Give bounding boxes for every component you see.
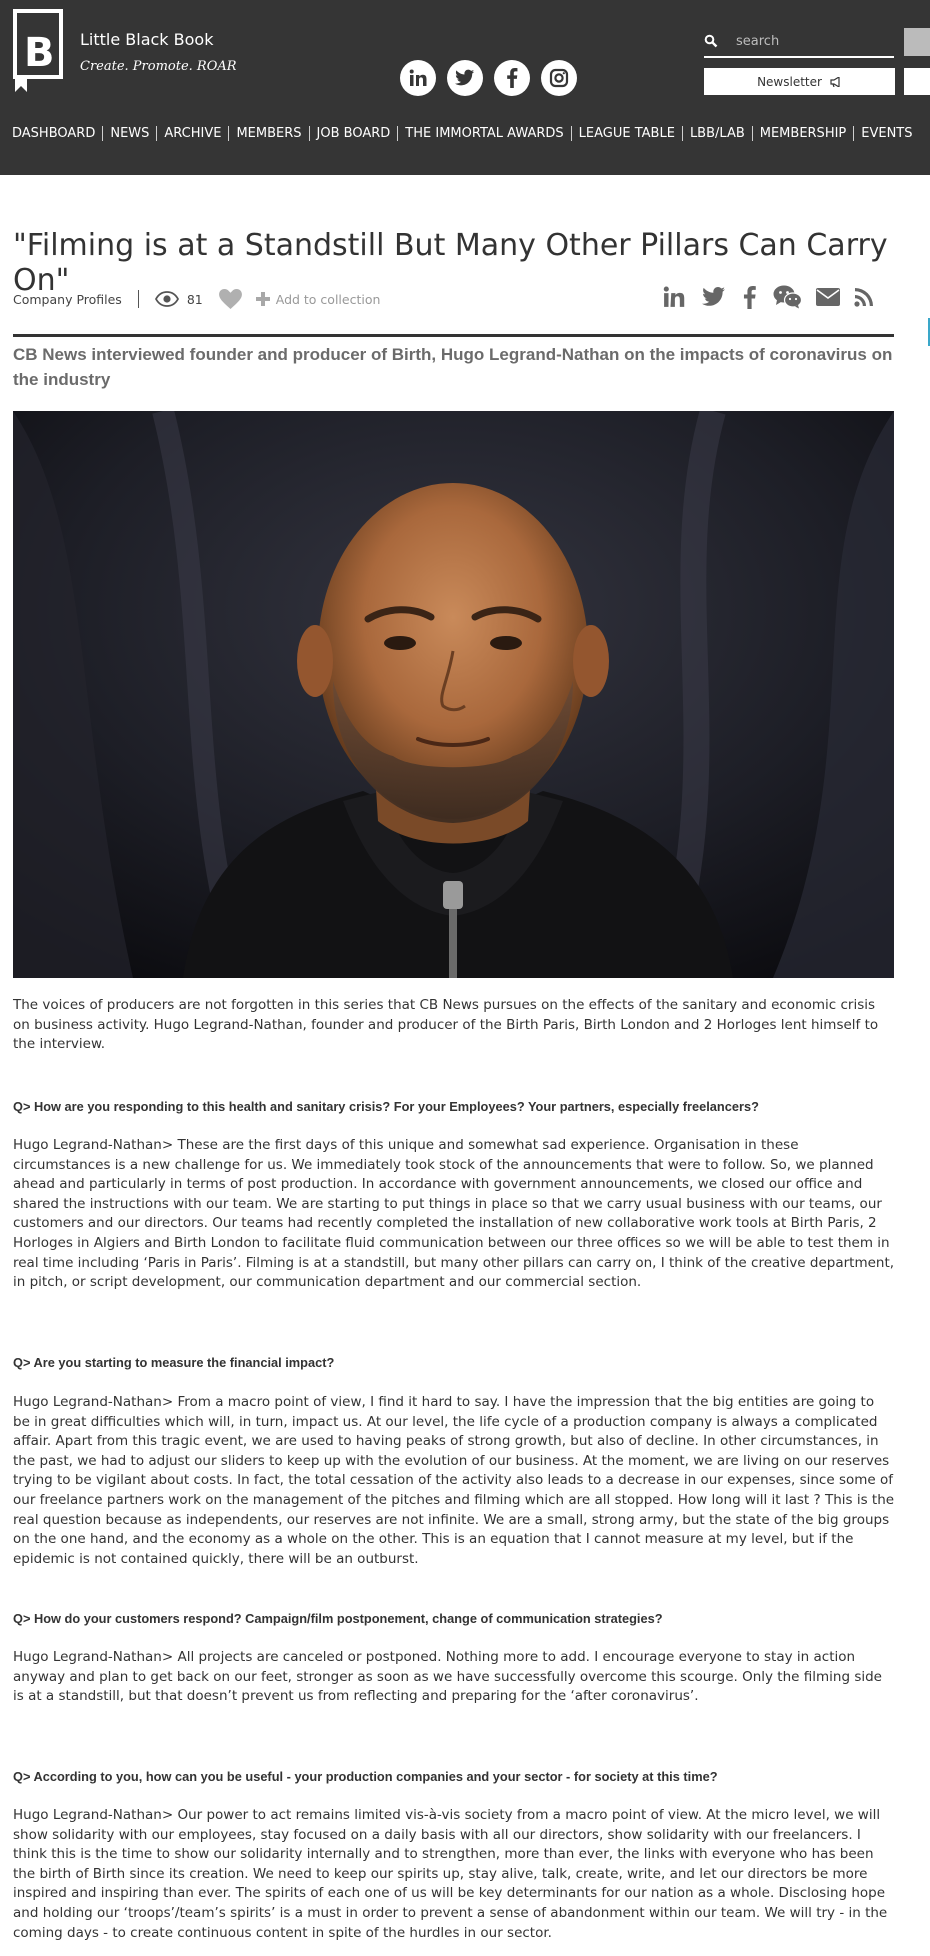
nav-membership[interactable]: MEMBERSHIP [752, 126, 854, 141]
linkedin-icon[interactable] [400, 60, 436, 96]
category-link[interactable]: Company Profiles [13, 291, 122, 307]
question-1: Q> How are you responding to this health and sanitary crisis? For your Employees? Your partners, especially freelancers? [13, 1099, 759, 1114]
question-2: Q> Are you starting to measure the financial impact? [13, 1355, 335, 1370]
article-meta [13, 286, 380, 312]
site-header [0, 0, 930, 175]
newsletter-button[interactable] [704, 68, 895, 95]
answer-2: Hugo Legrand-Nathan> From a macro point of view, I find it hard to say. I have the impression that the big entities are going to be in great difficulties which will, in turn, impact us. At our level, the life cycle of a production company is always a complicated affair. Apart from this tragic event, we are used to having peaks of strong growth, but also of decline. In other circumstances, in the past, we had to adjust our sliders to keep up with the evolution of our business. At the moment, we are living on our reserves trying to be vigilant about costs. In fact, the total cessation of the activity also leads to a decrease in our expenses, since some of our freelance partners work on the management of the pitches and filming which are all stopped. How long will it last ? This is the real question because as independents, our reserves are not infinite. We are a small, strong army, but the state of the big groups on the one hand, and the economy as a whole on the other. This is an equation that I cannot measure at my level, but if the epidemic is not contained quickly, there will be an outburst. [13, 1394, 895, 1567]
brand-tagline: Create. Promote. ROAR [80, 59, 237, 74]
nav-league-table[interactable]: LEAGUE TABLE [571, 126, 682, 141]
article-title: "Filming is at a Standstill But Many Other Pillars Can Carry On" [13, 228, 888, 298]
nav-members[interactable]: MEMBERS [228, 126, 308, 141]
nav-dashboard[interactable]: DASHBOARD [12, 126, 96, 141]
article-photo [13, 411, 894, 978]
facebook-icon[interactable] [494, 60, 530, 96]
answer-4: Hugo Legrand-Nathan> Our power to act remains limited vis-à-vis society from a macro point of view. At the micro level, we will show solidarity with our employees, stay focused on a daily basis with all our directors, show solidarity with our freelancers. I think this is the time to show our solidarity internally and to strengthen, more than ever, the links with everyone who has been the birth of Birth since its creation. We need to keep our spirits up, stay alive, talk, create, write, and let our directors be more inspired and inspiring than ever. The spirits of each one of us will be key determinants for our nation as a whole. Disclosing hope and holding our ‘troops’/team’s spirits’ is a must in order to prevent a sense of abandonment within our team. We will try - in the coming days - to create continuous content in spite of the hurdles in our sector. [13, 1807, 888, 1941]
linkedin-icon[interactable] [663, 286, 685, 308]
eye-icon [155, 291, 179, 307]
answer-3: Hugo Legrand-Nathan> All projects are canceled or postponed. Nothing more to add. I encourage everyone to stay in action anyway and plan to get back on our feet, stronger as soon as we have successfully overcome this scourge. Only the filming side is at a standstill, but that doesn’t prevent us from reflecting and preparing for the ‘after coronavirus’. [13, 1649, 882, 1705]
plus-icon [256, 292, 270, 306]
question-4: Q> According to you, how can you be useful - your production companies and your sector - for society at this time? [13, 1769, 718, 1784]
twitter-icon[interactable] [702, 287, 726, 307]
facebook-icon[interactable] [743, 286, 756, 309]
rss-icon[interactable] [854, 287, 874, 307]
nav-archive[interactable]: ARCHIVE [156, 126, 228, 141]
lbb-logo[interactable] [13, 9, 63, 77]
search-input[interactable] [734, 30, 888, 52]
nav-lbb-lab[interactable]: LBB/LAB [682, 126, 752, 141]
search-icon [704, 34, 718, 48]
views-counter [155, 291, 203, 307]
views-count: 81 [186, 291, 203, 307]
article-subtitle: CB News interviewed founder and producer of Birth, Hugo Legrand-Nathan on the impacts of coronavirus on the industry [13, 345, 893, 389]
question-3: Q> How do your customers respond? Campaign/film postponement, change of communication strategies? [13, 1611, 663, 1626]
nav-news[interactable]: NEWS [102, 126, 156, 141]
search-box [704, 28, 894, 58]
main-nav [12, 126, 920, 141]
add-to-collection-label: Add to collection [275, 291, 381, 307]
login-button[interactable] [904, 68, 930, 95]
nav-job-board[interactable]: JOB BOARD [309, 126, 398, 141]
share-bar [663, 285, 874, 309]
heart-icon[interactable] [219, 289, 242, 309]
brand-name[interactable]: Little Black Book [80, 30, 214, 49]
answer-1: Hugo Legrand-Nathan> These are the first days of this unique and somewhat sad experience. Organisation in these circumstances is a new challenge for us. We immediately took stock of the announcements that were to follow. So, we planned ahead and particularly in terms of post production. In accordance with government announcements, we closed our office and shared the instructions with our team. We are starting to put things in place so that we carry usual business with our teams, our customers and our directors. Our teams had recently completed the installation of new collaborative work tools at Birth Paris, 2 Horloges in Algiers and Birth London to facilitate fluid communication between our three offices so we will be able to test them in real time including ‘Paris in Paris’. Filming is at a standstill, but many other pillars can carry on, I think of the creative department, in pitch, or script development, our communication department and our commercial section. [13, 1137, 895, 1291]
intro-paragraph: The voices of producers are not forgotten in this series that CB News pursues on the effects of the sanitary and economic crisis on business activity. Hugo Legrand-Nathan, founder and producer of the Birth Paris, Birth London and 2 Horloges lent himself to the interview. [13, 997, 879, 1053]
wechat-icon[interactable] [773, 285, 802, 309]
meta-divider [138, 290, 139, 308]
add-to-collection-button[interactable] [256, 292, 381, 307]
svg-text:B: B [24, 30, 55, 76]
newsletter-label: Newsletter [757, 74, 822, 89]
instagram-icon[interactable] [541, 60, 577, 96]
nav-events[interactable]: EVENTS [853, 126, 919, 141]
twitter-icon[interactable] [447, 60, 483, 96]
megaphone-icon [830, 77, 842, 87]
email-icon[interactable] [816, 287, 840, 307]
title-rule [13, 334, 894, 337]
search-submit-button[interactable] [904, 28, 930, 56]
nav-immortal-awards[interactable]: THE IMMORTAL AWARDS [397, 126, 570, 141]
